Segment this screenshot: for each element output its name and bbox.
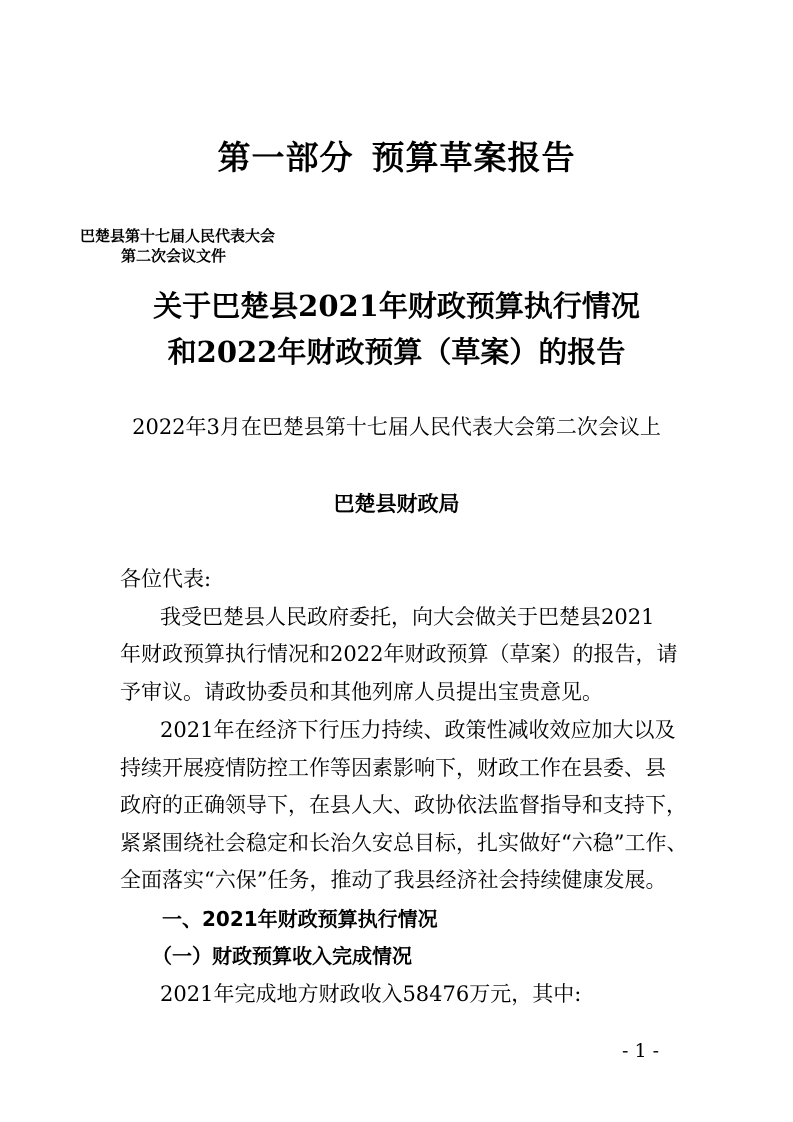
section-heading-2: （一）财政预算收入完成情况 xyxy=(152,944,412,968)
body-line: 予审议。请政协委员和其他列席人员提出宝贵意见。 xyxy=(120,680,603,704)
session-header-line-1: 巴楚县第十七届人民代表大会 xyxy=(80,227,276,245)
body-line: 持续开展疫情防控工作等因素影响下，财政工作在县委、县 xyxy=(120,756,666,780)
body-line: 年财政预算执行情况和2022年财政预算（草案）的报告，请 xyxy=(120,642,678,666)
body-line: 全面落实“六保”任务，推动了我县经济社会持续健康发展。 xyxy=(120,868,667,892)
body-line: 紧紧围绕社会稳定和长治久安总目标，扎实做好“六稳”工作、 xyxy=(120,831,688,855)
part-title xyxy=(0,132,793,179)
report-title-line-1: 关于巴楚县2021年财政预算执行情况 xyxy=(153,289,640,323)
body-line: 2021年在经济下行压力持续、政策性减收效应加大以及 xyxy=(160,718,676,742)
session-header-line-2: 第二次会议文件 xyxy=(121,247,227,265)
body-line: 我受巴楚县人民政府委托，向大会做关于巴楚县2021 xyxy=(160,605,655,629)
body-line: 政府的正确领导下，在县人大、政协依法监督指导和支持下， xyxy=(120,793,687,817)
issuing-department: 巴楚县财政局 xyxy=(333,492,460,516)
meeting-subtitle: 2022年3月在巴楚县第十七届人民代表大会第二次会议上 xyxy=(132,415,661,439)
section-heading-1: 一、2021年财政预算执行情况 xyxy=(162,907,438,931)
revenue-line: 2021年完成地方财政收入58476万元，其中: xyxy=(160,982,582,1006)
part-title-label: 第一部分 xyxy=(217,138,354,177)
part-title-text: 预算草案报告 xyxy=(371,138,576,177)
report-title-line-2: 和2022年财政预算（草案）的报告 xyxy=(167,335,626,369)
page-number: - 1 - xyxy=(622,1040,660,1062)
salutation: 各位代表: xyxy=(120,567,212,591)
